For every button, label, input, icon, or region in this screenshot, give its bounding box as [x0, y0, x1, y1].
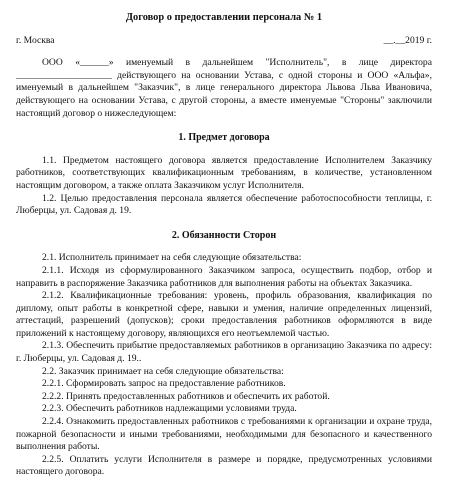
clause-2-1-2: 2.1.2. Квалификационные требования: уровень, профиль образования, квалификация по диплому, опыт работы в конкретной сфере, навыки и умения, наличие определенных лицензий, аттестаций, разрешений (допусков); сроки предоставления работников оформляются в виде приложений к настоящему договору, являющихся его неотъемлемой частью.: [16, 290, 432, 339]
document-title: Договор о предоставлении персонала № 1: [125, 12, 323, 23]
clause-1-2: 1.2. Целью предоставления персонала является обеспечение работоспособности теплицы, г. Люберцы, ул. Садовая д. 19.: [16, 192, 432, 217]
clause-2-2-3: 2.2.3. Обеспечить работников надлежащими условиями труда.: [42, 403, 297, 415]
clause-2-2-4: 2.2.4. Ознакомить предоставленных работников с требованиями к организации и охране труда, пожарной безопасности и иными требованиями, необходимыми для безопасного и качественного выполнения работы.: [16, 416, 432, 453]
clause-2-2-1: 2.2.1. Сформировать запрос на предоставление работников.: [42, 378, 286, 390]
clause-1-1: 1.1. Предметом настоящего договора является предоставление Исполнителем Заказчику работников, соответствующих квалификационным требованиям, в количестве, установленном настоящим договором, а также оплата Заказчиком услуг Исполнителя.: [16, 154, 432, 191]
clause-2-1: 2.1. Исполнитель принимает на себя следующие обязательства:: [42, 252, 302, 264]
clause-2-2: 2.2. Заказчик принимает на себя следующие обязательства:: [42, 365, 284, 377]
clause-2-1-1: 2.1.1. Исходя из сформулированного Заказчиком запроса, осуществить подбор, отбор и направить в распоряжение Заказчика работников для выполнения работы на объектах Заказчика.: [16, 264, 432, 289]
date: __.__2019 г.: [383, 34, 432, 46]
clause-2-2-5: 2.2.5. Оплатить услуги Исполнителя в размере и порядке, предусмотренных условиями настоящего договора.: [16, 453, 432, 478]
section-2-heading: 2. Обязанности Сторон: [171, 229, 277, 241]
clause-2-2-2: 2.2.2. Принять предоставленных работников и обеспечить их работой.: [42, 390, 330, 402]
city: г. Москва: [16, 34, 55, 46]
section-1-heading: 1. Предмет договора: [178, 132, 270, 144]
preamble-paragraph: ООО «______» именуемый в дальнейшем "Исполнитель", в лице директора ____________________ действующего на основании Устава, с одной стороны и ООО «Альфа», именуемый в дальнейшем "Заказчик", в лице генерального директора Львова Льва Ивановича, действующего на основании Устава, с другой стороны, а вместе именуемые "Стороны" заключили настоящий договор о нижеследующем:: [16, 57, 432, 119]
clause-2-1-3: 2.1.3. Обеспечить прибытие предоставляемых работников в организацию Заказчика по адресу: г. Люберцы, ул. Садовая д. 19..: [16, 340, 432, 365]
city-date-line: [16, 35, 432, 48]
